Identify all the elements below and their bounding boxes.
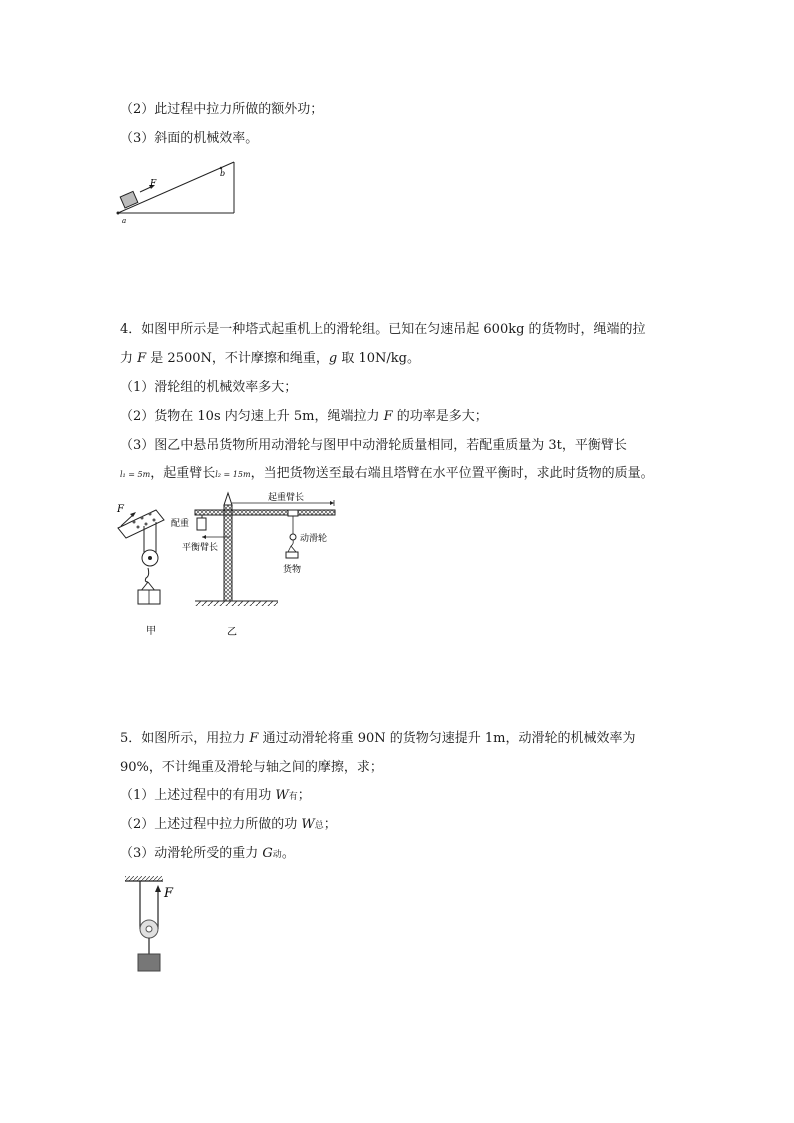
caption-yi: 乙: [227, 627, 237, 638]
caption-jia: 甲: [146, 626, 156, 637]
label-dongzhaolun: 动滑轮: [300, 534, 328, 544]
label-a: a: [122, 217, 127, 225]
q5-part2: （2）上述过程中拉力所做的功 W总；: [120, 817, 337, 832]
q4-part1: （1）滑轮组的机械效率多大；: [120, 380, 298, 395]
incline-figure: [112, 160, 242, 230]
label-b: b: [220, 169, 226, 178]
point-a: [117, 212, 120, 215]
q4-line2: 力 F 是 2500N，不计摩擦和绳重，g 取 10N/kg。: [120, 351, 420, 366]
pulley-block-figure-jia: [112, 496, 182, 641]
hook: [145, 568, 148, 582]
label-huowu: 货物: [283, 565, 302, 575]
movable-pulley-figure: [118, 872, 188, 977]
q4-line1: 4．如图甲所示是一种塔式起重机上的滑轮组。已知在匀速吊起 600kg 的货物时，绳端的拉: [120, 322, 646, 337]
trolley: [288, 510, 298, 516]
counterweight: [197, 518, 206, 530]
q4-part3-line2: l₁ = 5m，起重臂长l₂ = 15m，当把货物送至最右端且塔臂在水平位置平衡时，求此时货物的质量。: [120, 466, 654, 481]
label-F: F: [150, 179, 157, 189]
q3-part2: （2）此过程中拉力所做的额外功；: [120, 102, 324, 117]
label-F: F: [164, 886, 174, 901]
q4-part2: （2）货物在 10s 内匀速上升 5m，绳端拉力 F 的功率是多大；: [120, 409, 488, 424]
ceiling: [125, 876, 163, 881]
q5-part1: （1）上述过程中的有用功 W有；: [120, 788, 311, 803]
pulley-frame: [118, 510, 164, 538]
q3-part3: （3）斜面的机械效率。: [120, 131, 259, 146]
label-qizhongbi: 起重臂长: [268, 493, 305, 503]
crane-jib: [195, 510, 335, 515]
q5-line1: 5．如图所示，用拉力 F 通过动滑轮将重 90N 的货物匀速提升 1m，动滑轮的机械效率为: [120, 731, 636, 746]
q5-line2: 90%，不计绳重及滑轮与轴之间的摩擦，求；: [120, 760, 383, 775]
tower-crane-figure-yi: [171, 490, 345, 642]
movable-pulley-yi: [290, 534, 296, 540]
crane-top: [224, 493, 232, 505]
cargo: [138, 954, 160, 971]
pull-arrowhead: [155, 885, 161, 892]
cargo-yi: [286, 552, 298, 558]
q5-part3: （3）动滑轮所受的重力 G动。: [120, 846, 295, 861]
label-pinghengbi: 平衡臂长: [182, 543, 219, 553]
label-F: F: [117, 504, 124, 515]
q4-part3-line1: （3）图乙中悬吊货物所用动滑轮与图甲中动滑轮质量相同，若配重质量为 3t，平衡臂长: [120, 438, 627, 453]
crane-mast: [224, 505, 232, 601]
incline-slope: [118, 162, 234, 213]
label-peizhong: 配重: [171, 519, 190, 529]
